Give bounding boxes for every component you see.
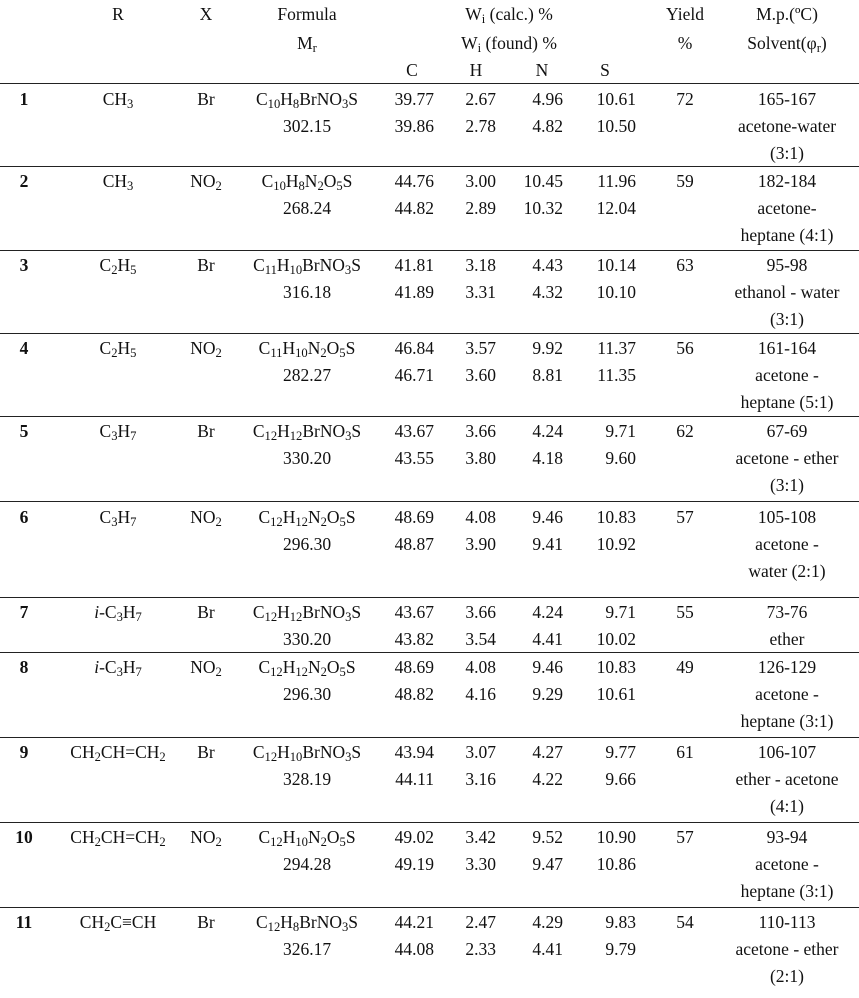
row-6-calc-h: 4.08 [465, 507, 496, 527]
row-7-yield: 55 [676, 602, 694, 622]
row-4-calc-s: 11.37 [597, 338, 636, 358]
row-4-yield: 56 [676, 338, 694, 358]
row-1-formula: $C_{10}H_8BrNO_3S$ [255, 89, 359, 112]
header-r: R [112, 4, 124, 24]
row-6-r-group: $C_3H_7$ [99, 507, 137, 530]
row-3-found-n: 4.32 [532, 282, 563, 302]
row-divider [0, 501, 859, 502]
row-4-found-n: 8.81 [532, 365, 563, 385]
row-9-formula: $C_{12}H_{10}BrNO_3S$ [252, 742, 362, 765]
row-1-found-h: 2.78 [465, 116, 496, 136]
header-rule [0, 83, 859, 84]
header-wcalc: $W_i$ (calc.) % [465, 4, 553, 27]
row-9-calc-c: 43.94 [394, 742, 434, 762]
row-11-calc-c: 44.21 [394, 912, 434, 932]
row-9-solvent-line: ether - acetone [735, 769, 839, 789]
row-4-number: 4 [19, 338, 29, 358]
row-7-found-s: 10.02 [596, 629, 636, 649]
row-5-solvent-line: (3:1) [769, 475, 805, 495]
row-divider [0, 597, 859, 598]
row-8-found-n: 9.29 [532, 684, 563, 704]
row-11-number: 11 [15, 912, 33, 932]
row-6-calc-n: 9.46 [532, 507, 563, 527]
row-2-solvent-line: acetone- [757, 198, 817, 218]
row-10-mr: 294.28 [282, 854, 332, 874]
row-7-found-h: 3.54 [465, 629, 496, 649]
row-10-calc-c: 49.02 [394, 827, 434, 847]
row-11-found-s: 9.79 [605, 939, 636, 959]
row-10-solvent-line: acetone - [755, 854, 819, 874]
header-yield-unit: % [677, 33, 693, 53]
row-4-formula: $C_{11}H_{10}N_2O_5S$ [258, 338, 356, 361]
row-7-calc-c: 43.67 [394, 602, 434, 622]
row-9-found-s: 9.66 [605, 769, 636, 789]
row-10-calc-h: 3.42 [465, 827, 496, 847]
row-11-solvent-line: (2:1) [769, 966, 805, 986]
row-6-x-group: $NO_2$ [190, 507, 222, 530]
row-6-solvent-line: acetone - [755, 534, 819, 554]
row-5-number: 5 [19, 421, 29, 441]
row-11-formula: $C_{12}H_8BrNO_3S$ [255, 912, 359, 935]
row-5-calc-s: 9.71 [605, 421, 636, 441]
row-4-mr: 282.27 [282, 365, 332, 385]
row-1-found-n: 4.82 [532, 116, 563, 136]
row-3-calc-c: 41.81 [394, 255, 434, 275]
row-9-found-n: 4.22 [532, 769, 563, 789]
header-wfound: $W_i$ (found) % [461, 33, 557, 56]
row-1-mp: 165-167 [757, 89, 817, 109]
header-h: H [469, 60, 483, 80]
row-10-found-c: 49.19 [394, 854, 434, 874]
row-11-calc-s: 9.83 [605, 912, 636, 932]
row-9-r-group: $CH_2CH=CH_2$ [70, 742, 166, 765]
row-divider [0, 822, 859, 823]
row-divider [0, 652, 859, 653]
row-9-found-c: 44.11 [395, 769, 434, 789]
row-8-mr: 296.30 [282, 684, 332, 704]
row-1-mr: 302.15 [282, 116, 332, 136]
row-10-found-n: 9.47 [532, 854, 563, 874]
row-11-found-c: 44.08 [394, 939, 434, 959]
row-3-formula: $C_{11}H_{10}BrNO_3S$ [253, 255, 361, 278]
row-6-formula: $C_{12}H_{12}N_2O_5S$ [258, 507, 356, 530]
row-9-mr: 328.19 [282, 769, 332, 789]
row-11-mr: 326.17 [282, 939, 332, 959]
header-s: S [600, 60, 610, 80]
row-9-number: 9 [19, 742, 29, 762]
row-11-calc-n: 4.29 [532, 912, 563, 932]
row-10-found-s: 10.86 [596, 854, 636, 874]
row-1-x-group: Br [197, 89, 215, 109]
row-5-yield: 62 [676, 421, 694, 441]
row-9-mp: 106-107 [757, 742, 817, 762]
row-3-found-c: 41.89 [394, 282, 434, 302]
row-2-yield: 59 [676, 171, 694, 191]
row-6-mr: 296.30 [282, 534, 332, 554]
row-7-found-n: 4.41 [532, 629, 563, 649]
row-8-yield: 49 [676, 657, 694, 677]
row-3-number: 3 [19, 255, 29, 275]
row-1-calc-c: 39.77 [394, 89, 434, 109]
row-divider [0, 737, 859, 738]
row-1-found-c: 39.86 [394, 116, 434, 136]
row-2-found-c: 44.82 [394, 198, 434, 218]
row-3-calc-h: 3.18 [465, 255, 496, 275]
row-4-r-group: $C_2H_5$ [99, 338, 137, 361]
row-8-solvent-line: heptane (3:1) [740, 711, 834, 731]
row-9-calc-s: 9.77 [605, 742, 636, 762]
row-1-solvent-line: acetone-water [737, 116, 837, 136]
row-10-mp: 93-94 [766, 827, 808, 847]
row-7-solvent-line: ether [769, 629, 805, 649]
row-5-found-n: 4.18 [532, 448, 563, 468]
row-2-solvent-line: heptane (4:1) [740, 225, 834, 245]
row-6-found-h: 3.90 [465, 534, 496, 554]
header-c: C [406, 60, 418, 80]
row-3-calc-n: 4.43 [532, 255, 563, 275]
row-4-solvent-line: heptane (5:1) [740, 392, 834, 412]
row-2-calc-n: 10.45 [523, 171, 563, 191]
row-10-number: 10 [15, 827, 33, 847]
row-divider [0, 333, 859, 334]
row-5-calc-c: 43.67 [394, 421, 434, 441]
row-9-yield: 61 [676, 742, 694, 762]
row-8-mp: 126-129 [757, 657, 817, 677]
row-6-yield: 57 [676, 507, 694, 527]
header-formula: Formula [277, 4, 337, 24]
row-10-yield: 57 [676, 827, 694, 847]
row-1-found-s: 10.50 [596, 116, 636, 136]
row-5-calc-n: 4.24 [532, 421, 563, 441]
row-7-calc-n: 4.24 [532, 602, 563, 622]
row-5-x-group: Br [197, 421, 215, 441]
row-8-calc-h: 4.08 [465, 657, 496, 677]
row-2-mr: 268.24 [282, 198, 332, 218]
row-8-calc-n: 9.46 [532, 657, 563, 677]
row-2-found-h: 2.89 [465, 198, 496, 218]
row-divider [0, 416, 859, 417]
row-3-solvent-line: ethanol - water [734, 282, 840, 302]
row-10-found-h: 3.30 [465, 854, 496, 874]
row-5-calc-h: 3.66 [465, 421, 496, 441]
row-9-calc-h: 3.07 [465, 742, 496, 762]
row-6-calc-c: 48.69 [394, 507, 434, 527]
header-mr: $M_r$ [297, 33, 317, 56]
row-4-mp: 161-164 [757, 338, 817, 358]
row-8-number: 8 [19, 657, 29, 677]
row-1-number: 1 [19, 89, 29, 109]
row-11-r-group: $CH_2C\equiv CH$ [79, 912, 157, 935]
row-3-found-h: 3.31 [465, 282, 496, 302]
row-3-calc-s: 10.14 [596, 255, 636, 275]
row-6-found-n: 9.41 [532, 534, 563, 554]
row-1-calc-s: 10.61 [596, 89, 636, 109]
header-x: X [199, 4, 213, 24]
row-9-found-h: 3.16 [465, 769, 496, 789]
row-5-found-c: 43.55 [394, 448, 434, 468]
row-2-calc-c: 44.76 [394, 171, 434, 191]
header-mp: M.p.(ºC) [756, 4, 818, 24]
row-6-found-c: 48.87 [394, 534, 434, 554]
row-8-x-group: $NO_2$ [190, 657, 222, 680]
row-7-x-group: Br [197, 602, 215, 622]
row-7-calc-h: 3.66 [465, 602, 496, 622]
row-divider [0, 250, 859, 251]
row-7-r-group: $i-C_3H_7$ [94, 602, 142, 625]
row-2-mp: 182-184 [757, 171, 817, 191]
row-8-formula: $C_{12}H_{12}N_2O_5S$ [258, 657, 356, 680]
row-9-calc-n: 4.27 [532, 742, 563, 762]
row-3-found-s: 10.10 [596, 282, 636, 302]
row-4-found-c: 46.71 [394, 365, 434, 385]
row-11-solvent-line: acetone - ether [735, 939, 839, 959]
row-7-formula: $C_{12}H_{12}BrNO_3S$ [252, 602, 362, 625]
row-2-formula: $C_{10}H_8N_2O_5S$ [261, 171, 353, 194]
row-6-solvent-line: water (2:1) [748, 561, 826, 581]
row-6-number: 6 [19, 507, 29, 527]
row-9-solvent-line: (4:1) [769, 796, 805, 816]
row-4-solvent-line: acetone - [755, 365, 819, 385]
row-10-calc-n: 9.52 [532, 827, 563, 847]
row-11-found-h: 2.33 [465, 939, 496, 959]
row-10-calc-s: 10.90 [596, 827, 636, 847]
row-8-found-s: 10.61 [596, 684, 636, 704]
row-6-calc-s: 10.83 [596, 507, 636, 527]
row-2-calc-s: 11.96 [597, 171, 636, 191]
row-7-mr: 330.20 [282, 629, 332, 649]
row-2-x-group: $NO_2$ [190, 171, 222, 194]
row-2-found-n: 10.32 [523, 198, 563, 218]
row-4-found-s: 11.35 [597, 365, 636, 385]
row-4-calc-c: 46.84 [394, 338, 434, 358]
row-1-solvent-line: (3:1) [769, 143, 805, 163]
row-5-mp: 67-69 [766, 421, 808, 441]
row-7-found-c: 43.82 [394, 629, 434, 649]
row-3-mr: 316.18 [282, 282, 332, 302]
row-5-formula: $C_{12}H_{12}BrNO_3S$ [252, 421, 362, 444]
row-5-solvent-line: acetone - ether [735, 448, 839, 468]
row-5-r-group: $C_3H_7$ [99, 421, 137, 444]
header-solvent: $Solvent(\varphi_r)$ [747, 33, 827, 56]
row-divider [0, 907, 859, 908]
row-4-found-h: 3.60 [465, 365, 496, 385]
row-3-x-group: Br [197, 255, 215, 275]
row-3-r-group: $C_2H_5$ [99, 255, 137, 278]
row-8-solvent-line: acetone - [755, 684, 819, 704]
row-3-solvent-line: (3:1) [769, 309, 805, 329]
row-1-r-group: $CH_3$ [102, 89, 134, 112]
row-5-found-h: 3.80 [465, 448, 496, 468]
row-10-r-group: $CH_2CH=CH_2$ [70, 827, 166, 850]
header-yield: Yield [666, 4, 704, 24]
row-7-number: 7 [19, 602, 29, 622]
row-4-calc-n: 9.92 [532, 338, 563, 358]
row-4-calc-h: 3.57 [465, 338, 496, 358]
row-2-found-s: 12.04 [596, 198, 636, 218]
row-1-yield: 72 [676, 89, 694, 109]
row-8-r-group: $i-C_3H_7$ [94, 657, 142, 680]
row-8-found-c: 48.82 [394, 684, 434, 704]
row-8-found-h: 4.16 [465, 684, 496, 704]
row-6-mp: 105-108 [757, 507, 817, 527]
row-5-found-s: 9.60 [605, 448, 636, 468]
row-11-x-group: Br [197, 912, 215, 932]
row-7-mp: 73-76 [766, 602, 808, 622]
row-8-calc-c: 48.69 [394, 657, 434, 677]
row-1-calc-h: 2.67 [465, 89, 496, 109]
row-2-number: 2 [19, 171, 29, 191]
row-4-x-group: $NO_2$ [190, 338, 222, 361]
row-2-r-group: $CH_3$ [102, 171, 134, 194]
row-6-found-s: 10.92 [596, 534, 636, 554]
row-2-calc-h: 3.00 [465, 171, 496, 191]
row-5-mr: 330.20 [282, 448, 332, 468]
row-1-calc-n: 4.96 [532, 89, 563, 109]
row-11-found-n: 4.41 [532, 939, 563, 959]
row-10-x-group: $NO_2$ [190, 827, 222, 850]
row-11-yield: 54 [676, 912, 694, 932]
row-7-calc-s: 9.71 [605, 602, 636, 622]
row-3-mp: 95-98 [766, 255, 808, 275]
row-11-mp: 110-113 [758, 912, 816, 932]
row-10-formula: $C_{12}H_{10}N_2O_5S$ [258, 827, 356, 850]
row-8-calc-s: 10.83 [596, 657, 636, 677]
row-11-calc-h: 2.47 [465, 912, 496, 932]
row-10-solvent-line: heptane (3:1) [740, 881, 834, 901]
row-divider [0, 166, 859, 167]
header-n: N [535, 60, 549, 80]
row-9-x-group: Br [197, 742, 215, 762]
row-3-yield: 63 [676, 255, 694, 275]
